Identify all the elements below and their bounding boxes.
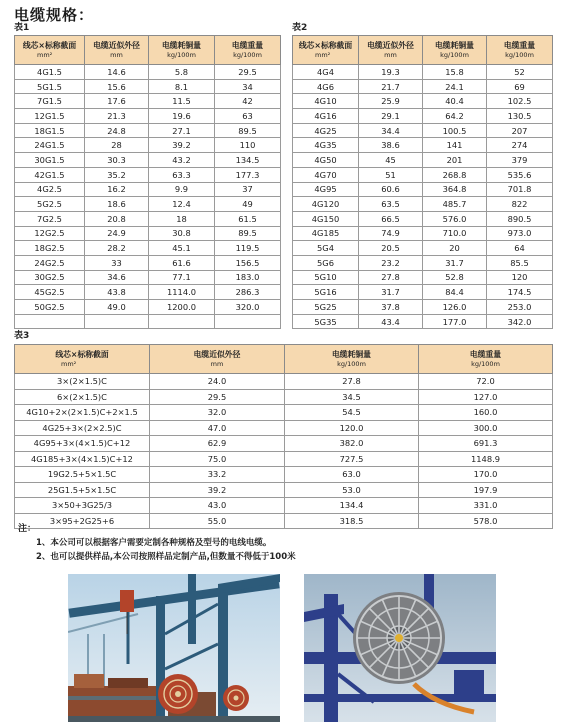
table-row xyxy=(293,153,553,168)
table2-label: 表2 xyxy=(292,23,308,33)
table2-cell-core-size: 4G35 xyxy=(293,138,359,153)
table3-cell-diameter: 55.0 xyxy=(150,513,285,529)
table1-cell-core-size: 24G2.5 xyxy=(15,255,85,270)
table1-cell-diameter: 30.3 xyxy=(85,153,149,168)
table2-cell-copper: 177.0 xyxy=(423,314,487,329)
table1-header-core: 线芯×标称截面 mm² xyxy=(15,36,85,65)
table3-cell-weight: 691.3 xyxy=(419,436,553,452)
table1-cell-diameter: 21.3 xyxy=(85,109,149,124)
table2-cell-diameter: 60.6 xyxy=(359,182,423,197)
table1 xyxy=(14,35,281,329)
table-row xyxy=(293,285,553,300)
table1-header-row xyxy=(15,36,281,65)
table-row xyxy=(15,94,281,109)
note-item-1: 1、本公司可以根据客户需要定制各种规格及型号的电线电缆。 xyxy=(36,538,272,548)
table1-cell-weight: 29.5 xyxy=(215,65,281,80)
table-row xyxy=(293,255,553,270)
table1-cell-diameter: 24.9 xyxy=(85,226,149,241)
table3-cell-copper: 134.4 xyxy=(285,498,419,514)
table1-cell-copper: 19.6 xyxy=(149,109,215,124)
table2-cell-weight: 973.0 xyxy=(487,226,553,241)
table-row xyxy=(293,79,553,94)
table2-cell-weight: 69 xyxy=(487,79,553,94)
table-row xyxy=(293,241,553,256)
table3-cell-copper: 53.0 xyxy=(285,482,419,498)
table-row xyxy=(15,498,553,514)
table1-cell-copper xyxy=(149,314,215,329)
table1-body xyxy=(15,65,281,329)
table3-cell-weight: 197.9 xyxy=(419,482,553,498)
table3-cell-copper: 727.5 xyxy=(285,451,419,467)
table2-cell-copper: 364.8 xyxy=(423,182,487,197)
table1-cell-copper: 30.8 xyxy=(149,226,215,241)
table-row xyxy=(15,241,281,256)
table-row xyxy=(15,270,281,285)
table2-cell-copper: 710.0 xyxy=(423,226,487,241)
table1-cell-weight: 156.5 xyxy=(215,255,281,270)
table3-header-row xyxy=(15,345,553,374)
table3-cell-weight: 72.0 xyxy=(419,374,553,390)
table-row xyxy=(15,197,281,212)
page-title: 电缆规格： xyxy=(14,6,95,24)
table2-cell-weight: 174.5 xyxy=(487,285,553,300)
table1-cell-diameter: 16.2 xyxy=(85,182,149,197)
table2-cell-diameter: 34.4 xyxy=(359,123,423,138)
table1-cell-diameter: 28.2 xyxy=(85,241,149,256)
table2-cell-diameter: 51 xyxy=(359,167,423,182)
table1-cell-diameter: 14.6 xyxy=(85,65,149,80)
table3-cell-core-size: 3×50+3G25/3 xyxy=(15,498,150,514)
table3-cell-weight: 300.0 xyxy=(419,420,553,436)
table-row xyxy=(293,226,553,241)
table2-cell-copper: 100.5 xyxy=(423,123,487,138)
table1-cell-weight: 49 xyxy=(215,197,281,212)
table2-cell-diameter: 43.4 xyxy=(359,314,423,329)
table2-cell-weight: 52 xyxy=(487,65,553,80)
table1-cell-core-size: 24G1.5 xyxy=(15,138,85,153)
table-row xyxy=(293,270,553,285)
table2-cell-copper: 52.8 xyxy=(423,270,487,285)
cable-reel-drum xyxy=(353,592,445,684)
table1-cell-copper: 63.3 xyxy=(149,167,215,182)
table1-cell-copper: 9.9 xyxy=(149,182,215,197)
table1-cell-weight: 61.5 xyxy=(215,211,281,226)
table2-cell-core-size: 4G70 xyxy=(293,167,359,182)
table2-cell-core-size: 4G150 xyxy=(293,211,359,226)
table1-cell-core-size: 30G2.5 xyxy=(15,270,85,285)
notes xyxy=(18,522,296,564)
table3-cell-weight: 160.0 xyxy=(419,405,553,421)
table1-cell-diameter xyxy=(85,314,149,329)
table2-cell-weight: 102.5 xyxy=(487,94,553,109)
table1-label: 表1 xyxy=(14,23,30,33)
table2-header-weight: 电缆重量 kg/100m xyxy=(487,36,553,65)
table-row xyxy=(15,123,281,138)
table3-cell-diameter: 62.9 xyxy=(150,436,285,452)
table2-cell-copper: 84.4 xyxy=(423,285,487,300)
table2-cell-copper: 24.1 xyxy=(423,79,487,94)
table1-cell-core-size: 4G1.5 xyxy=(15,65,85,80)
table3-cell-core-size: 4G10+2×(2×1.5)C+2×1.5 xyxy=(15,405,150,421)
table2-body xyxy=(293,65,553,329)
table-row xyxy=(15,79,281,94)
table1-cell-copper: 5.8 xyxy=(149,65,215,80)
cable-reel-photo xyxy=(304,574,496,722)
table1-cell-weight: 89.5 xyxy=(215,226,281,241)
table-row xyxy=(293,123,553,138)
table1-cell-weight: 63 xyxy=(215,109,281,124)
table1-cell-diameter: 28 xyxy=(85,138,149,153)
table1-cell-copper: 43.2 xyxy=(149,153,215,168)
table-row xyxy=(293,211,553,226)
table3-label: 表3 xyxy=(14,331,30,341)
table2-cell-diameter: 25.9 xyxy=(359,94,423,109)
table2-cell-copper: 126.0 xyxy=(423,300,487,315)
table2-cell-diameter: 19.3 xyxy=(359,65,423,80)
table2-cell-core-size: 4G10 xyxy=(293,94,359,109)
table1-cell-weight: 177.3 xyxy=(215,167,281,182)
table2-cell-diameter: 23.2 xyxy=(359,255,423,270)
table3-cell-diameter: 47.0 xyxy=(150,420,285,436)
table-row xyxy=(15,451,553,467)
table-row xyxy=(293,182,553,197)
table1-cell-copper: 27.1 xyxy=(149,123,215,138)
table2-cell-weight: 379 xyxy=(487,153,553,168)
table1-cell-weight: 183.0 xyxy=(215,270,281,285)
table2-cell-weight: 120 xyxy=(487,270,553,285)
table2-cell-core-size: 4G185 xyxy=(293,226,359,241)
table2-cell-diameter: 66.5 xyxy=(359,211,423,226)
table-row xyxy=(293,94,553,109)
table1-cell-core-size: 30G1.5 xyxy=(15,153,85,168)
table2-cell-copper: 15.8 xyxy=(423,65,487,80)
table3-cell-diameter: 75.0 xyxy=(150,451,285,467)
table3-cell-core-size: 3×95+2G25+6 xyxy=(15,513,150,529)
table-row xyxy=(15,374,553,390)
table1-cell-weight: 37 xyxy=(215,182,281,197)
table2-cell-weight: 253.0 xyxy=(487,300,553,315)
table2-cell-weight: 535.6 xyxy=(487,167,553,182)
table1-cell-core-size: 7G1.5 xyxy=(15,94,85,109)
table-row xyxy=(293,109,553,124)
table1-cell-core-size xyxy=(15,314,85,329)
table2-cell-core-size: 4G120 xyxy=(293,197,359,212)
table-row xyxy=(293,167,553,182)
table3-header-core: 线芯×标称截面 mm² xyxy=(15,345,150,374)
table2-cell-diameter: 21.7 xyxy=(359,79,423,94)
table-row xyxy=(15,211,281,226)
table2-cell-diameter: 27.8 xyxy=(359,270,423,285)
table3-cell-core-size: 4G185+3×(4×1.5)C+12 xyxy=(15,451,150,467)
table3-cell-copper: 120.0 xyxy=(285,420,419,436)
table-row xyxy=(15,405,553,421)
table2-cell-diameter: 29.1 xyxy=(359,109,423,124)
table1-header-diameter: 电缆近似外径 mm xyxy=(85,36,149,65)
table3-cell-weight: 127.0 xyxy=(419,389,553,405)
table3-cell-copper: 63.0 xyxy=(285,467,419,483)
table2-header-copper: 电缆耗铜量 kg/100m xyxy=(423,36,487,65)
table3-header-diameter: 电缆近似外径 mm xyxy=(150,345,285,374)
table-row xyxy=(15,300,281,315)
table1-cell-diameter: 24.8 xyxy=(85,123,149,138)
table2-header-diameter: 电缆近似外径 mm xyxy=(359,36,423,65)
table3-cell-copper: 54.5 xyxy=(285,405,419,421)
table-row xyxy=(293,300,553,315)
table-row xyxy=(15,226,281,241)
table2-cell-copper: 40.4 xyxy=(423,94,487,109)
table2-cell-core-size: 5G4 xyxy=(293,241,359,256)
table1-cell-copper: 45.1 xyxy=(149,241,215,256)
table2-cell-copper: 268.8 xyxy=(423,167,487,182)
table1-cell-copper: 8.1 xyxy=(149,79,215,94)
table2-cell-weight: 207 xyxy=(487,123,553,138)
table2-cell-weight: 822 xyxy=(487,197,553,212)
table2-cell-weight: 342.0 xyxy=(487,314,553,329)
note-item-2: 2、也可以提供样品,本公司按照样品定制产品,但数量不得低于100米 xyxy=(36,552,296,562)
table2-cell-core-size: 4G6 xyxy=(293,79,359,94)
table3-cell-copper: 27.8 xyxy=(285,374,419,390)
table3 xyxy=(14,344,553,529)
table3-header-weight: 电缆重量 kg/100m xyxy=(419,345,553,374)
table1-cell-core-size: 50G2.5 xyxy=(15,300,85,315)
table1-cell-copper: 1200.0 xyxy=(149,300,215,315)
table3-cell-copper: 318.5 xyxy=(285,513,419,529)
table1-cell-diameter: 18.6 xyxy=(85,197,149,212)
table1-cell-core-size: 42G1.5 xyxy=(15,167,85,182)
table2-header-row xyxy=(293,36,553,65)
table-row xyxy=(293,197,553,212)
table-row xyxy=(15,138,281,153)
table1-header-copper: 电缆耗铜量 kg/100m xyxy=(149,36,215,65)
table1-cell-core-size: 12G2.5 xyxy=(15,226,85,241)
port-crane-image xyxy=(68,574,280,722)
cable-reel-image xyxy=(304,574,496,722)
table2-cell-copper: 141 xyxy=(423,138,487,153)
table2-cell-core-size: 4G25 xyxy=(293,123,359,138)
table1-cell-copper: 61.6 xyxy=(149,255,215,270)
table3-cell-diameter: 33.2 xyxy=(150,467,285,483)
table1-cell-core-size: 18G2.5 xyxy=(15,241,85,256)
table3-cell-weight: 170.0 xyxy=(419,467,553,483)
table-row xyxy=(293,314,553,329)
table1-cell-core-size: 12G1.5 xyxy=(15,109,85,124)
table-row xyxy=(15,482,553,498)
table3-cell-weight: 1148.9 xyxy=(419,451,553,467)
table2-cell-weight: 85.5 xyxy=(487,255,553,270)
table3-cell-copper: 382.0 xyxy=(285,436,419,452)
table3-cell-copper: 34.5 xyxy=(285,389,419,405)
table1-cell-weight: 89.5 xyxy=(215,123,281,138)
table2-cell-core-size: 4G95 xyxy=(293,182,359,197)
table3-cell-diameter: 32.0 xyxy=(150,405,285,421)
table1-cell-core-size: 5G1.5 xyxy=(15,79,85,94)
table2-cell-core-size: 5G35 xyxy=(293,314,359,329)
table2-cell-weight: 701.8 xyxy=(487,182,553,197)
table3-cell-core-size: 4G25+3×(2×2.5)C xyxy=(15,420,150,436)
table1-cell-copper: 11.5 xyxy=(149,94,215,109)
table-row xyxy=(15,436,553,452)
table1-cell-diameter: 34.6 xyxy=(85,270,149,285)
table1-cell-weight: 110 xyxy=(215,138,281,153)
table2-cell-core-size: 5G16 xyxy=(293,285,359,300)
table1-cell-core-size: 45G2.5 xyxy=(15,285,85,300)
table2-cell-diameter: 37.8 xyxy=(359,300,423,315)
table1-cell-weight: 34 xyxy=(215,79,281,94)
table3-body xyxy=(15,374,553,529)
table2-cell-core-size: 5G10 xyxy=(293,270,359,285)
table2-cell-copper: 31.7 xyxy=(423,255,487,270)
table2-cell-diameter: 20.5 xyxy=(359,241,423,256)
table2-cell-diameter: 38.6 xyxy=(359,138,423,153)
table3-cell-core-size: 19G2.5+5×1.5C xyxy=(15,467,150,483)
table2-cell-copper: 576.0 xyxy=(423,211,487,226)
table1-cell-copper: 1114.0 xyxy=(149,285,215,300)
table2 xyxy=(292,35,553,329)
table2-cell-copper: 64.2 xyxy=(423,109,487,124)
table1-cell-diameter: 20.8 xyxy=(85,211,149,226)
table-row xyxy=(15,65,281,80)
table2-cell-weight: 64 xyxy=(487,241,553,256)
table2-cell-weight: 274 xyxy=(487,138,553,153)
table1-cell-copper: 12.4 xyxy=(149,197,215,212)
table1-header-weight: 电缆重量 kg/100m xyxy=(215,36,281,65)
port-crane-photo xyxy=(68,574,280,722)
table3-header-copper: 电缆耗铜量 kg/100m xyxy=(285,345,419,374)
table-row xyxy=(15,389,553,405)
table2-cell-core-size: 4G50 xyxy=(293,153,359,168)
table1-cell-weight: 42 xyxy=(215,94,281,109)
table1-cell-core-size: 4G2.5 xyxy=(15,182,85,197)
table1-cell-weight: 119.5 xyxy=(215,241,281,256)
table1-cell-copper: 77.1 xyxy=(149,270,215,285)
table3-cell-diameter: 24.0 xyxy=(150,374,285,390)
table1-cell-diameter: 35.2 xyxy=(85,167,149,182)
cable-reel-large xyxy=(158,674,198,714)
table3-cell-weight: 331.0 xyxy=(419,498,553,514)
table2-cell-diameter: 63.5 xyxy=(359,197,423,212)
table1-cell-core-size: 5G2.5 xyxy=(15,197,85,212)
table-row xyxy=(15,255,281,270)
table2-header-core: 线芯×标称截面 mm² xyxy=(293,36,359,65)
table1-cell-diameter: 15.6 xyxy=(85,79,149,94)
table3-cell-core-size: 3×(2×1.5)C xyxy=(15,374,150,390)
table1-cell-core-size: 18G1.5 xyxy=(15,123,85,138)
table2-cell-core-size: 4G4 xyxy=(293,65,359,80)
table2-cell-copper: 201 xyxy=(423,153,487,168)
table-row xyxy=(15,314,281,329)
table3-cell-weight: 578.0 xyxy=(419,513,553,529)
notes-title: 注： xyxy=(18,524,37,534)
table3-cell-core-size: 25G1.5+5×1.5C xyxy=(15,482,150,498)
table2-cell-diameter: 45 xyxy=(359,153,423,168)
table2-cell-weight: 890.5 xyxy=(487,211,553,226)
table-row xyxy=(15,420,553,436)
table1-cell-copper: 39.2 xyxy=(149,138,215,153)
table2-cell-diameter: 74.9 xyxy=(359,226,423,241)
table3-cell-diameter: 29.5 xyxy=(150,389,285,405)
table1-cell-core-size: 7G2.5 xyxy=(15,211,85,226)
table3-cell-core-size: 6×(2×1.5)C xyxy=(15,389,150,405)
table2-cell-copper: 20 xyxy=(423,241,487,256)
table-row xyxy=(15,153,281,168)
table1-cell-copper: 18 xyxy=(149,211,215,226)
table-row xyxy=(15,467,553,483)
table3-cell-diameter: 39.2 xyxy=(150,482,285,498)
table2-cell-diameter: 31.7 xyxy=(359,285,423,300)
table2-cell-core-size: 5G25 xyxy=(293,300,359,315)
table1-cell-weight xyxy=(215,314,281,329)
table2-cell-weight: 130.5 xyxy=(487,109,553,124)
table2-cell-core-size: 4G16 xyxy=(293,109,359,124)
table3-cell-diameter: 43.0 xyxy=(150,498,285,514)
table2-cell-core-size: 5G6 xyxy=(293,255,359,270)
table-row xyxy=(15,167,281,182)
table-row xyxy=(293,65,553,80)
table1-cell-weight: 134.5 xyxy=(215,153,281,168)
table-row xyxy=(15,109,281,124)
table-row xyxy=(15,182,281,197)
table1-cell-diameter: 49.0 xyxy=(85,300,149,315)
table-row xyxy=(293,138,553,153)
table1-cell-diameter: 33 xyxy=(85,255,149,270)
table1-cell-weight: 320.0 xyxy=(215,300,281,315)
table2-cell-copper: 485.7 xyxy=(423,197,487,212)
table1-cell-diameter: 43.8 xyxy=(85,285,149,300)
table1-cell-weight: 286.3 xyxy=(215,285,281,300)
table1-cell-diameter: 17.6 xyxy=(85,94,149,109)
table3-cell-core-size: 4G95+3×(4×1.5)C+12 xyxy=(15,436,150,452)
table-row xyxy=(15,285,281,300)
